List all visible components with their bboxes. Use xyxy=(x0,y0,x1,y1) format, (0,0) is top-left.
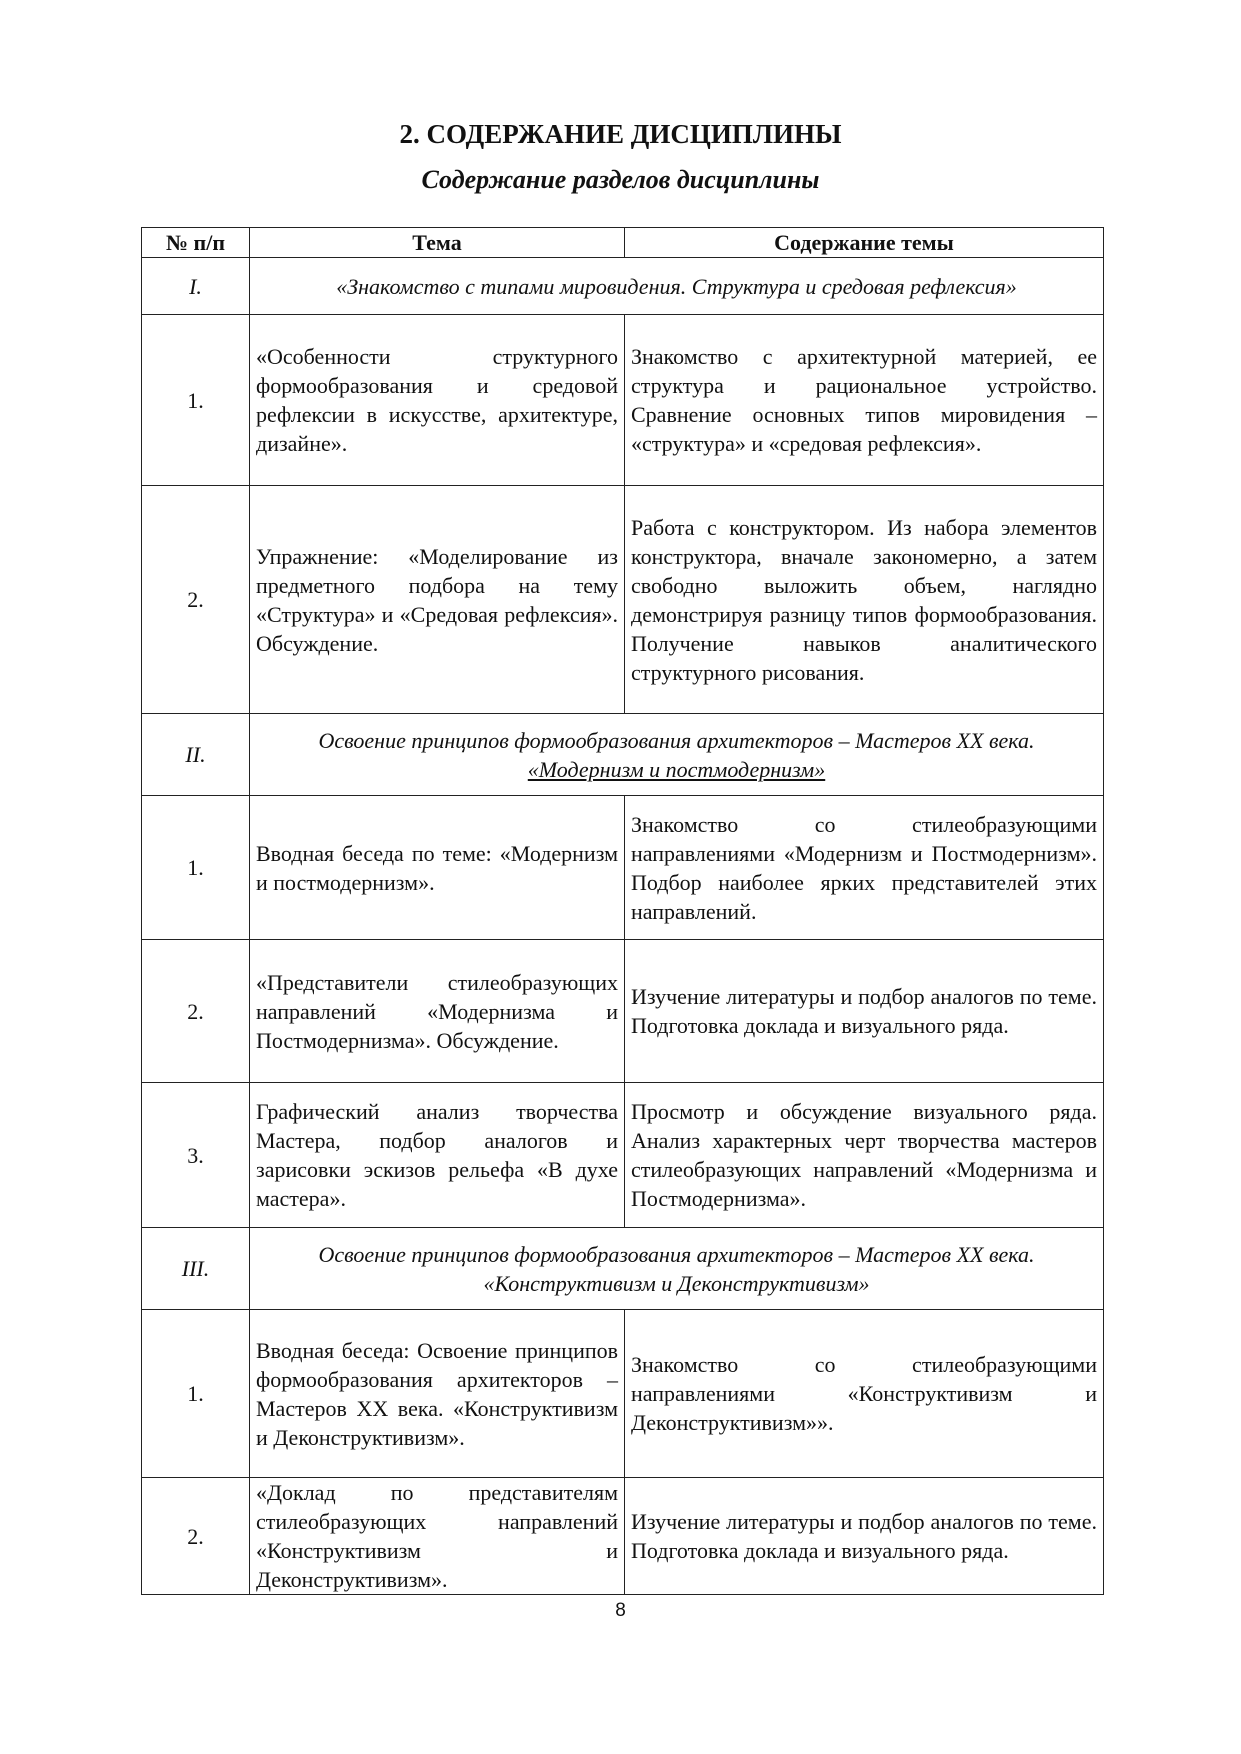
row-topic: Вводная беседа по теме: «Модернизм и постмодернизм». xyxy=(250,796,625,940)
row-content: Знакомство со стилеобразующими направлениями «Модернизм и Постмодернизм». Подбор наиболее ярких представителей этих направлений. xyxy=(625,796,1104,940)
row-number: 3. xyxy=(142,1083,250,1228)
header-topic: Тема xyxy=(250,228,625,258)
row-topic: «Доклад по представителям стилеобразующих направлений «Конструктивизм и Деконструктивизм». xyxy=(250,1478,625,1595)
section-title-line2: «Конструктивизм и Деконструктивизм» xyxy=(483,1270,870,1296)
row-topic: «Представители стилеобразующих направлений «Модернизма и Постмодернизма». Обсуждение. xyxy=(250,940,625,1083)
content-table xyxy=(141,227,1104,1595)
section-title xyxy=(250,258,1104,315)
table-row xyxy=(142,796,1104,940)
table-row xyxy=(142,1478,1104,1595)
table-row xyxy=(142,1083,1104,1228)
row-number: 1. xyxy=(142,796,250,940)
section-number: I. xyxy=(142,258,250,315)
section-title-line2: «Модернизм и постмодернизм» xyxy=(527,756,826,782)
row-content: Изучение литературы и подбор аналогов по теме. Подготовка доклада и визуального ряда. xyxy=(625,940,1104,1083)
section-number: III. xyxy=(142,1228,250,1310)
section-title-line1: Освоение принципов формообразования архитекторов – Мастеров XX века. xyxy=(318,727,1035,753)
header-content: Содержание темы xyxy=(625,228,1104,258)
section-title xyxy=(250,714,1104,796)
row-topic: Вводная беседа: Освоение принципов формообразования архитекторов – Мастеров XX века. «Конструктивизм и Деконструктивизм». xyxy=(250,1310,625,1478)
section-title-text: «Знакомство с типами мировидения. Структура и средовая рефлексия» xyxy=(336,273,1017,299)
row-number: 1. xyxy=(142,1310,250,1478)
table-row xyxy=(142,1310,1104,1478)
row-content: Просмотр и обсуждение визуального ряда. Анализ характерных черт творчества мастеров стилеобразующих направлений «Модернизма и Постмодернизма». xyxy=(625,1083,1104,1228)
row-number: 2. xyxy=(142,940,250,1083)
row-number: 1. xyxy=(142,315,250,486)
row-topic: Упражнение: «Моделирование из предметного подбора на тему «Структура» и «Средовая рефлексия». Обсуждение. xyxy=(250,486,625,714)
header-number: № п/п xyxy=(142,228,250,258)
row-number: 2. xyxy=(142,1478,250,1595)
row-topic: Графический анализ творчества Мастера, подбор аналогов и зарисовки эскизов рельефа «В духе мастера». xyxy=(250,1083,625,1228)
section-row xyxy=(142,1228,1104,1310)
table-header-row xyxy=(142,228,1104,258)
page-subtitle: Содержание разделов дисциплины xyxy=(421,165,820,194)
table-row xyxy=(142,940,1104,1083)
section-row xyxy=(142,258,1104,315)
page-title: 2. СОДЕРЖАНИЕ ДИСЦИПЛИНЫ xyxy=(399,119,842,149)
row-content: Работа с конструктором. Из набора элементов конструктора, вначале закономерно, а затем свободно выложить объем, наглядно демонстрируя разницу типов формообразования. Получение навыков аналитического структурного рисования. xyxy=(625,486,1104,714)
table-row xyxy=(142,486,1104,714)
row-content: Изучение литературы и подбор аналогов по теме. Подготовка доклада и визуального ряда. xyxy=(625,1478,1104,1595)
row-number: 2. xyxy=(142,486,250,714)
table-row xyxy=(142,315,1104,486)
section-row xyxy=(142,714,1104,796)
section-number: II. xyxy=(142,714,250,796)
page-number: 8 xyxy=(615,1600,626,1621)
row-content: Знакомство со стилеобразующими направлениями «Конструктивизм и Деконструктивизм»». xyxy=(625,1310,1104,1478)
row-content: Знакомство с архитектурной материей, ее структура и рациональное устройство. Сравнение основных типов мировидения – «структура» и «средовая рефлексия». xyxy=(625,315,1104,486)
row-topic: «Особенности структурного формообразования и средовой рефлексии в искусстве, архитектуре, дизайне». xyxy=(250,315,625,486)
section-title-line1: Освоение принципов формообразования архитекторов – Мастеров XX века. xyxy=(318,1241,1035,1267)
section-title xyxy=(250,1228,1104,1310)
